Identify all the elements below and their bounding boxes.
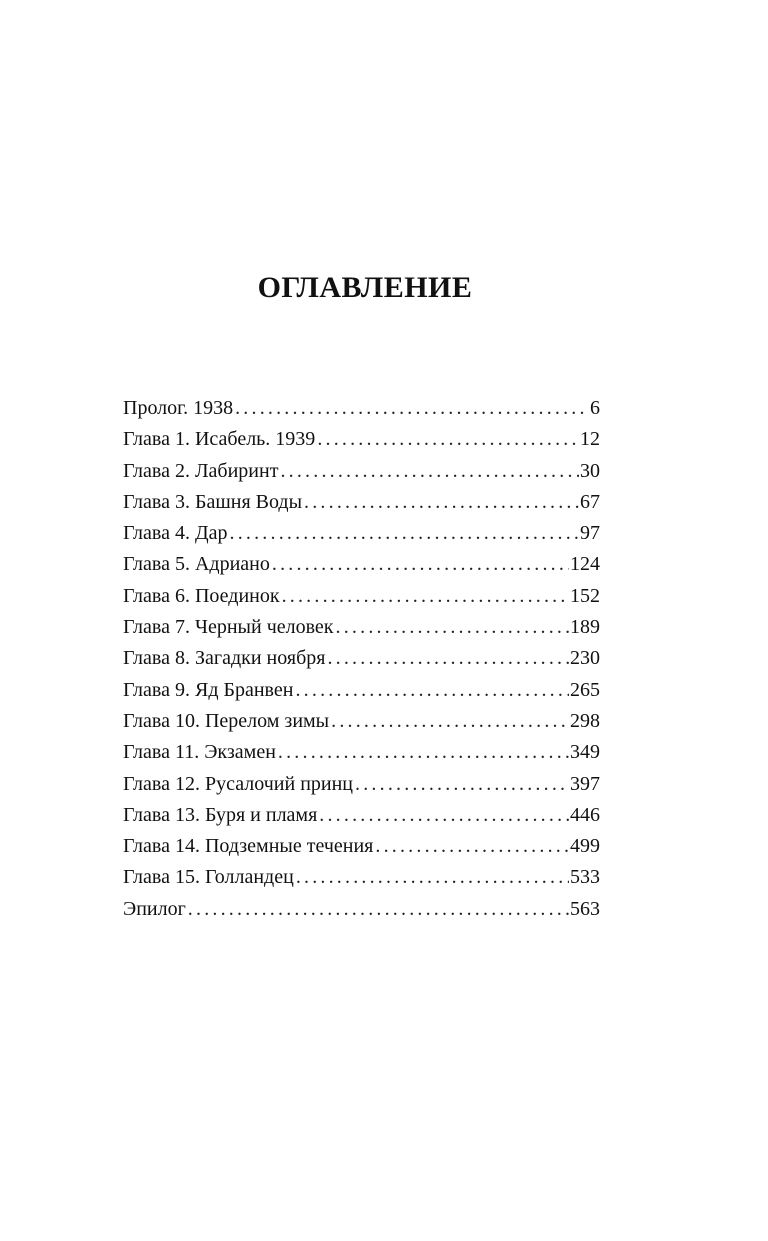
toc-entry-chapter-7 xyxy=(123,612,600,643)
toc-entry-label: Пролог. 1938 xyxy=(123,397,234,419)
dot-leader xyxy=(295,675,569,706)
dot-leader xyxy=(331,706,569,737)
toc-entry-chapter-9 xyxy=(123,675,600,706)
toc-entry-label: Глава 3. Башня Воды xyxy=(123,490,303,513)
toc-entry-label: Глава 14. Подземные течения xyxy=(123,835,374,858)
toc-entry-chapter-8 xyxy=(123,643,600,674)
toc-entry-chapter-1 xyxy=(123,424,600,455)
toc-entry-page: 397 xyxy=(570,772,600,795)
toc-entry-page: 67 xyxy=(580,490,600,513)
dot-leader xyxy=(282,581,569,612)
toc-entry-prologue xyxy=(123,393,600,424)
toc-entry-label: Глава 8. Загадки ноября xyxy=(123,647,326,670)
toc-entry-page: 446 xyxy=(570,803,600,826)
toc-entry-label: Эпилог xyxy=(123,897,186,920)
toc-entry-chapter-5 xyxy=(123,549,600,580)
dot-leader xyxy=(278,737,569,768)
toc-entry-chapter-15 xyxy=(123,862,600,893)
toc-entry-page: 97 xyxy=(580,522,600,545)
toc-entry-page: 124 xyxy=(570,553,600,576)
dot-leader xyxy=(304,487,579,518)
toc-entry-page: 12 xyxy=(580,428,600,451)
dot-leader xyxy=(375,831,569,862)
toc-entry-label: Глава 12. Русалочий принц xyxy=(123,772,354,795)
toc-entry-epilogue xyxy=(123,894,600,925)
dot-leader xyxy=(280,456,579,487)
toc-entry-page: 152 xyxy=(570,584,600,607)
toc-entry-chapter-6 xyxy=(123,581,600,612)
dot-leader xyxy=(355,769,569,800)
dot-leader xyxy=(188,894,569,925)
toc-entry-page: 189 xyxy=(570,616,600,639)
toc-entry-page: 563 xyxy=(570,897,600,920)
toc-entry-label: Глава 7. Черный человек xyxy=(123,616,334,639)
toc-entry-page: 533 xyxy=(570,866,600,889)
dot-leader xyxy=(230,518,580,549)
toc-entry-label: Глава 6. Поединок xyxy=(123,584,280,607)
toc-entry-chapter-3 xyxy=(123,487,600,518)
dot-leader xyxy=(235,393,589,424)
toc-entry-page: 349 xyxy=(570,741,600,764)
table-of-contents xyxy=(123,393,600,925)
toc-entry-label: Глава 9. Яд Бранвен xyxy=(123,678,294,701)
toc-entry-label: Глава 4. Дар xyxy=(123,522,228,545)
toc-entry-page: 6 xyxy=(590,397,600,419)
toc-entry-chapter-11 xyxy=(123,737,600,768)
toc-entry-label: Глава 10. Перелом зимы xyxy=(123,709,330,732)
dot-leader xyxy=(319,800,569,831)
toc-entry-label: Глава 5. Адриано xyxy=(123,553,270,576)
dot-leader xyxy=(317,424,579,455)
toc-entry-page: 30 xyxy=(580,459,600,482)
toc-entry-chapter-2 xyxy=(123,456,600,487)
dot-leader xyxy=(272,549,569,580)
toc-entry-page: 230 xyxy=(570,647,600,670)
toc-entry-label: Глава 1. Исабель. 1939 xyxy=(123,428,316,451)
dot-leader xyxy=(336,612,569,643)
toc-entry-page: 298 xyxy=(570,709,600,732)
toc-entry-label: Глава 2. Лабиринт xyxy=(123,459,279,482)
toc-entry-label: Глава 11. Экзамен xyxy=(123,741,276,764)
dot-leader xyxy=(327,643,569,674)
toc-entry-chapter-4 xyxy=(123,518,600,549)
toc-entry-page: 499 xyxy=(570,835,600,858)
page-title: ОГЛАВЛЕНИЕ xyxy=(257,271,473,304)
toc-entry-chapter-13 xyxy=(123,800,600,831)
toc-entry-chapter-14 xyxy=(123,831,600,862)
toc-entry-page: 265 xyxy=(570,678,600,701)
toc-entry-chapter-12 xyxy=(123,769,600,800)
dot-leader xyxy=(296,862,569,893)
toc-entry-chapter-10 xyxy=(123,706,600,737)
toc-entry-label: Глава 13. Буря и пламя xyxy=(123,803,318,826)
toc-entry-label: Глава 15. Голландец xyxy=(123,866,294,889)
